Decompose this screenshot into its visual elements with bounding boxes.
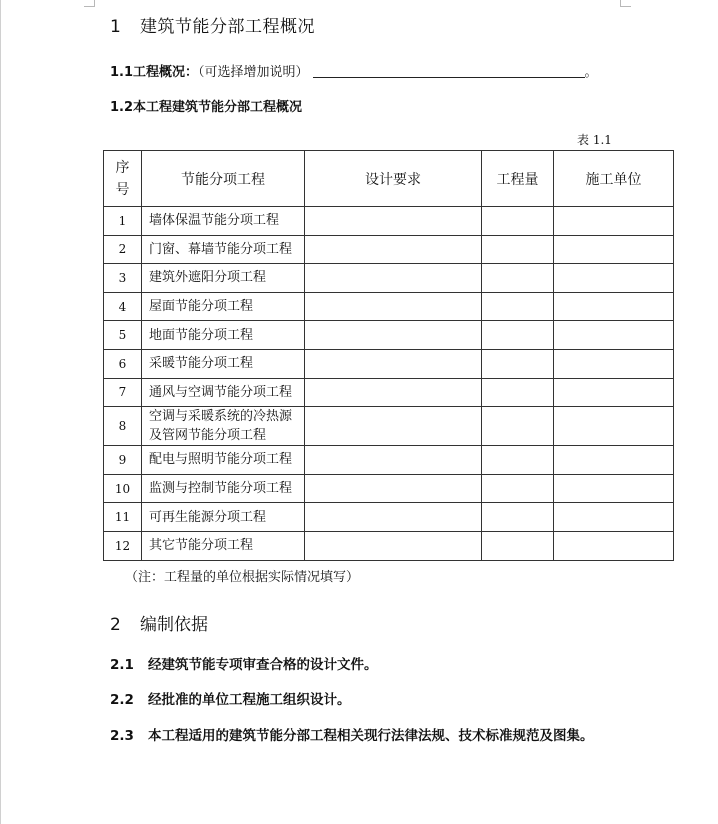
design-requirement-cell[interactable] [305,503,482,532]
row-number: 11 [104,503,142,532]
row-item-name: 采暖节能分项工程 [142,349,305,378]
header-quantity: 工程量 [482,151,554,207]
quantity-cell[interactable] [482,474,554,503]
section-2-title: 编制依据 [140,615,208,635]
design-requirement-cell[interactable] [305,235,482,264]
quantity-cell[interactable] [482,235,554,264]
basis-item [110,689,615,711]
margin-mark-left [84,0,95,7]
table-caption: 表 1.1 [577,133,612,147]
row-item-name: 其它节能分项工程 [142,531,305,560]
overview-label: 1.1工程概况： [110,65,199,80]
basis-item-text: 本工程适用的建筑节能分部工程相关现行法律法规、技术标准规范及图集。 [148,728,594,744]
row-item-name: 墙体保温节能分项工程 [142,207,305,236]
table-row [104,321,674,350]
basis-item-text: 经建筑节能专项审查合格的设计文件。 [148,657,378,673]
row-number: 6 [104,349,142,378]
design-requirement-cell[interactable] [305,407,482,446]
quantity-cell[interactable] [482,378,554,407]
row-item-name: 空调与采暖系统的冷热源及管网节能分项工程 [142,407,305,446]
contractor-cell[interactable] [554,407,674,446]
header-item: 节能分项工程 [142,151,305,207]
quantity-cell[interactable] [482,292,554,321]
row-item-name: 配电与照明节能分项工程 [142,446,305,475]
row-number: 7 [104,378,142,407]
overview-hint: （可选择增加说明） [198,65,309,80]
table-row [104,207,674,236]
overview-fill-blank[interactable] [313,65,585,78]
basis-item-number: 2.3 [110,728,134,744]
row-item-name: 门窗、幕墙节能分项工程 [142,235,305,264]
contractor-cell[interactable] [554,235,674,264]
overview-end: 。 [584,65,598,80]
row-item-name: 通风与空调节能分项工程 [142,378,305,407]
table-row [104,446,674,475]
overview-table [103,150,674,561]
contractor-cell[interactable] [554,503,674,532]
row-number: 8 [104,407,142,446]
contractor-cell[interactable] [554,321,674,350]
table-row [104,474,674,503]
quantity-cell[interactable] [482,264,554,293]
basis-item-number: 2.1 [110,657,134,673]
design-requirement-cell[interactable] [305,292,482,321]
section-1-number: 1 [110,17,122,37]
margin-mark-right [620,0,631,7]
table-row [104,264,674,293]
design-requirement-cell[interactable] [305,378,482,407]
contractor-cell[interactable] [554,349,674,378]
section-2-heading [110,610,208,635]
section-2-number: 2 [110,615,121,635]
row-number: 1 [104,207,142,236]
quantity-cell[interactable] [482,503,554,532]
design-requirement-cell[interactable] [305,446,482,475]
basis-item [110,725,615,747]
row-number: 10 [104,474,142,503]
row-item-name: 地面节能分项工程 [142,321,305,350]
table-row [104,349,674,378]
row-number: 9 [104,446,142,475]
row-item-name: 可再生能源分项工程 [142,503,305,532]
contractor-cell[interactable] [554,474,674,503]
row-item-name: 监测与控制节能分项工程 [142,474,305,503]
design-requirement-cell[interactable] [305,207,482,236]
quantity-cell[interactable] [482,446,554,475]
table-row [104,292,674,321]
table-row [104,531,674,560]
row-number: 3 [104,264,142,293]
table-note: （注：工程量的单位根据实际情况填写） [125,570,360,585]
contractor-cell[interactable] [554,446,674,475]
page-edge [0,0,1,824]
table-header-row [104,151,674,207]
section-1-heading [110,12,315,37]
table-row [104,235,674,264]
overview-line [110,61,598,80]
contractor-cell[interactable] [554,378,674,407]
subsection-1-2-title: 1.2本工程建筑节能分部工程概况 [110,100,303,115]
row-number: 12 [104,531,142,560]
quantity-cell[interactable] [482,531,554,560]
contractor-cell[interactable] [554,264,674,293]
header-number: 序号 [104,151,142,207]
table-row [104,378,674,407]
row-number: 4 [104,292,142,321]
contractor-cell[interactable] [554,531,674,560]
row-item-name: 屋面节能分项工程 [142,292,305,321]
design-requirement-cell[interactable] [305,349,482,378]
table-row [104,407,674,446]
table-row [104,503,674,532]
design-requirement-cell[interactable] [305,531,482,560]
basis-item [110,654,615,676]
header-design-requirement: 设计要求 [305,151,482,207]
row-item-name: 建筑外遮阳分项工程 [142,264,305,293]
contractor-cell[interactable] [554,292,674,321]
contractor-cell[interactable] [554,207,674,236]
design-requirement-cell[interactable] [305,264,482,293]
header-contractor: 施工单位 [554,151,674,207]
basis-item-text: 经批准的单位工程施工组织设计。 [148,692,351,708]
section-1-title: 建筑节能分部工程概况 [140,17,315,37]
quantity-cell[interactable] [482,321,554,350]
basis-item-number: 2.2 [110,692,134,708]
row-number: 2 [104,235,142,264]
design-requirement-cell[interactable] [305,321,482,350]
quantity-cell[interactable] [482,349,554,378]
quantity-cell[interactable] [482,207,554,236]
quantity-cell[interactable] [482,407,554,446]
row-number: 5 [104,321,142,350]
design-requirement-cell[interactable] [305,474,482,503]
